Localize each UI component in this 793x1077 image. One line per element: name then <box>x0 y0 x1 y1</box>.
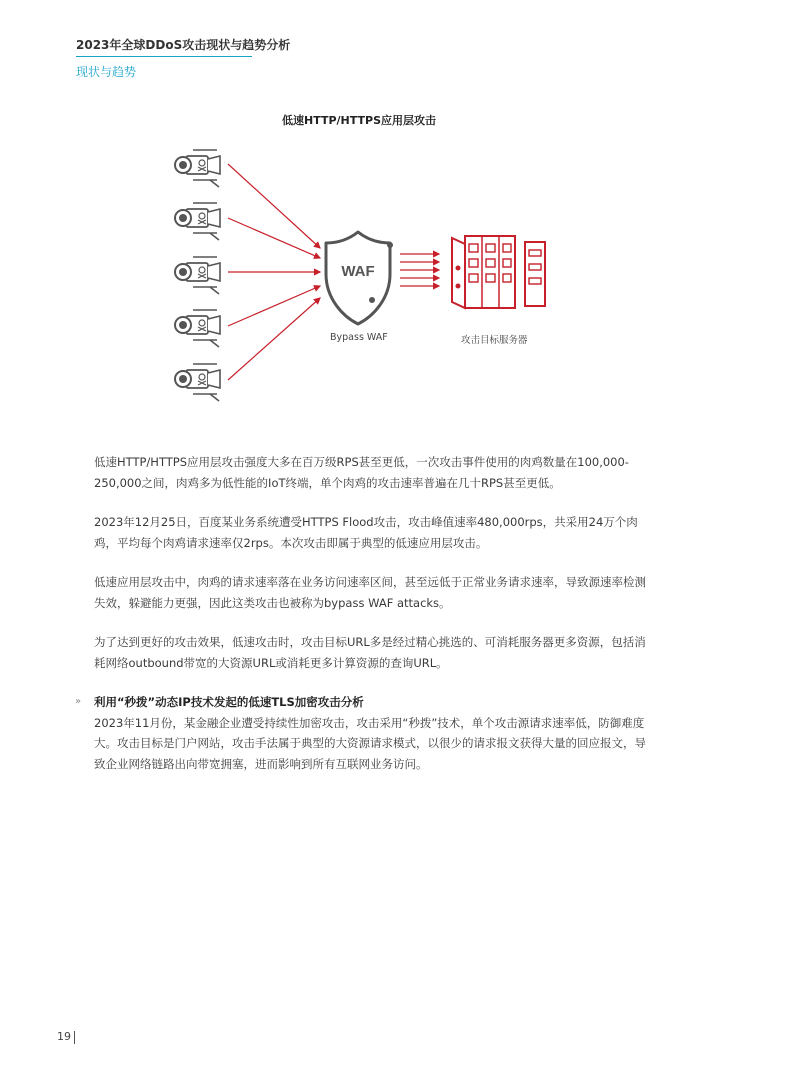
body-paragraph: 低速HTTP/HTTPS应用层攻击强度大多在百万级RPS甚至更低，一次攻击事件使用的肉鸡数量在100,000-250,000之间，肉鸡多为低性能的IoT终端，单个肉鸡的攻击速率普遍在几十RPS甚至更低。 <box>94 455 629 490</box>
attack-diagram <box>160 140 560 409</box>
page-number-divider <box>74 1031 75 1044</box>
attack-arrow <box>228 286 320 326</box>
attack-arrow <box>228 218 320 258</box>
page-number: 19 <box>57 1030 71 1043</box>
bot-camera-icon <box>175 203 220 240</box>
body-paragraph: 为了达到更好的攻击效果，低速攻击时，攻击目标URL多是经过精心挑选的、可消耗服务器更多资源，包括消耗网络outbound带宽的大资源URL或消耗更多计算资源的查询URL。 <box>94 635 646 670</box>
body-paragraph: 低速应用层攻击中，肉鸡的请求速率落在业务访问速率区间，甚至远低于正常业务请求速率，导致源速率检测失效，躲避能力更强，因此这类攻击也被称为bypass WAF attacks。 <box>94 575 646 610</box>
server-rack-icon <box>452 236 545 308</box>
sub-heading: 利用“秒拨”动态IP技术发起的低速TLS加密攻击分析 <box>94 695 364 709</box>
sub-heading-block <box>75 692 654 713</box>
bot-camera-icon <box>175 257 220 294</box>
server-label: 攻击目标服务器 <box>461 335 528 346</box>
bot-camera-icon <box>175 150 220 187</box>
figure-title: 低速HTTP/HTTPS应用层攻击 <box>282 114 436 127</box>
waf-text: WAF <box>341 263 375 280</box>
bot-camera-icon <box>175 310 220 347</box>
section-name: 现状与趋势 <box>76 65 137 79</box>
body-paragraph: 2023年12月25日，百度某业务系统遭受HTTPS Flood攻击，攻击峰值速率480,000rps，共采用24万个肉鸡，平均每个肉鸡请求速率仅2rps。本次攻击即属于典型的低速应用层攻击。 <box>94 515 638 550</box>
attack-arrow <box>228 164 320 248</box>
attack-arrow <box>228 298 320 380</box>
body-content <box>75 452 654 793</box>
body-paragraph: 2023年11月份，某金融企业遭受持续性加密攻击，攻击采用“秒拨”技术，单个攻击源请求速率低，防御难度大。攻击目标是门户网站，攻击手法属于典型的大资源请求模式，以很少的请求报文获得大量的回应报文，导致企业网络链路出向带宽拥塞，进而影响到所有互联网业务访问。 <box>94 715 646 771</box>
header-rule <box>76 56 252 57</box>
attack-diagram-svg <box>160 140 560 405</box>
bot-camera-icon <box>175 364 220 401</box>
report-title: 2023年全球DDoS攻击现状与趋势分析 <box>76 38 291 52</box>
waf-label: Bypass WAF <box>330 332 388 343</box>
bullet-icon: » <box>75 696 82 707</box>
waf-shield-icon <box>326 232 393 324</box>
